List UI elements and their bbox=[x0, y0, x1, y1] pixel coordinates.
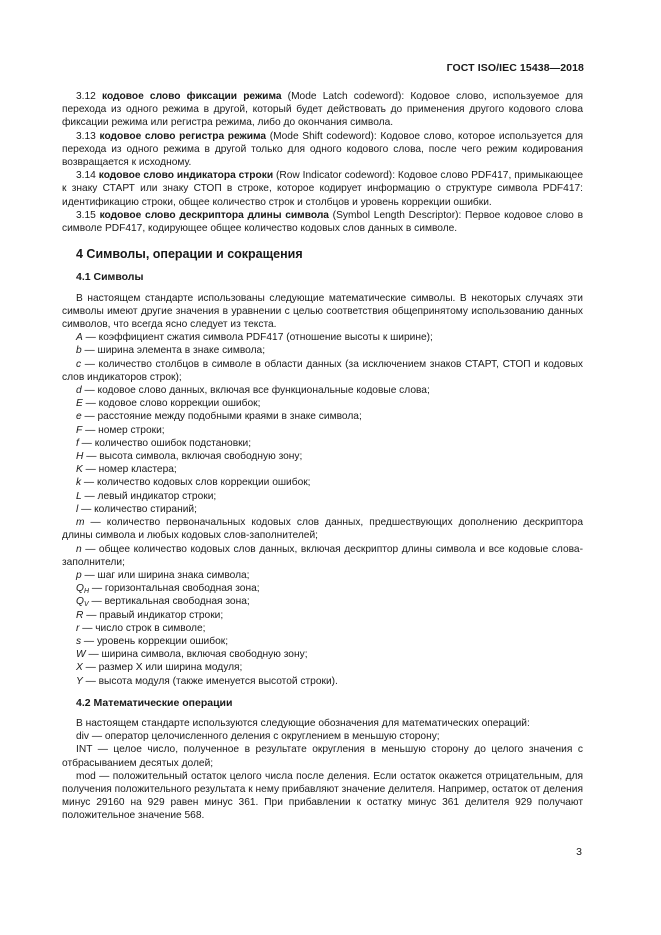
symbol-letter: A bbox=[76, 332, 83, 344]
definition-number: 3.14 bbox=[76, 170, 96, 182]
symbol-subscript: V bbox=[83, 601, 89, 609]
symbol-letter: H bbox=[76, 451, 84, 463]
symbol-letter: s bbox=[76, 635, 82, 647]
symbol-entry bbox=[62, 622, 583, 635]
symbol-letter: l bbox=[76, 503, 79, 515]
symbol-description: — вертикальная свободная зона; bbox=[88, 596, 250, 608]
symbol-letter: m bbox=[76, 517, 85, 529]
definition-text: (Symbol Length Descriptor): Первое кодовое слово в символе PDF417, кодирующее общее количество кодовых слов данных в символе. bbox=[62, 209, 583, 235]
symbol-description: — количество кодовых слов коррекции ошибок; bbox=[81, 477, 311, 489]
subsection-4-1-title: 4.1 Символы bbox=[76, 271, 144, 284]
symbol-letter: K bbox=[76, 464, 83, 476]
symbol-description: — коэффициент сжатия символа PDF417 (отношение высоты к ширине); bbox=[82, 332, 433, 344]
definition-text: (Row Indicator codeword): Кодовое слово PDF417, примыкающее к знаку СТАРТ или знаку СТОП в строке, которое кодирует информацию о структуре символа PDF417: идентификацию строки, общее количество строк и столбцов и уровень коррекции ошибки. bbox=[62, 170, 583, 208]
symbol-subscript: H bbox=[83, 588, 89, 596]
definition-term: кодовое слово регистра режима bbox=[99, 130, 267, 142]
page-content bbox=[62, 90, 583, 823]
definition-term: кодовое слово фиксации режима bbox=[102, 91, 282, 102]
symbol-entry bbox=[62, 569, 583, 582]
symbol-entry bbox=[62, 661, 583, 674]
symbol-letter: n bbox=[76, 543, 82, 555]
symbol-entry bbox=[62, 516, 583, 542]
symbol-description: — расстояние между подобными краями в знаке символа; bbox=[81, 411, 362, 423]
definition-term: кодовое слово индикатора строки bbox=[98, 170, 274, 182]
operations-intro: В настоящем стандарте используются следующие обозначения для математических операций: bbox=[76, 717, 530, 729]
symbol-description: — число строк в символе; bbox=[79, 622, 206, 634]
symbol-description: — кодовое слово коррекции ошибок; bbox=[82, 398, 261, 410]
symbol-entry bbox=[62, 675, 583, 688]
operation-mod: mod — положительный остаток целого числа после деления. Если остаток окажется отрицательным, для получения положительного результата к нему прибавляют значение делителя. Например, остаток от деления минус 29160 на 929 равен минус 361. При прибавлении к остатку минус 361 делителя 929 получают положительное значение 568. bbox=[62, 770, 583, 822]
symbol-description: — размер X или ширина модуля; bbox=[82, 662, 243, 674]
operation-div: div — оператор целочисленного деления с округлением в меньшую сторону; bbox=[76, 731, 440, 743]
symbol-description: — шаг или ширина знака символа; bbox=[81, 569, 250, 581]
symbol-letter: E bbox=[76, 398, 83, 410]
symbol-letter: d bbox=[76, 385, 82, 397]
symbols-list bbox=[62, 331, 583, 687]
symbol-letter: Q bbox=[76, 596, 84, 608]
symbol-description: — количество стираний; bbox=[78, 503, 197, 515]
symbol-entry bbox=[62, 410, 583, 423]
symbol-entry bbox=[62, 503, 583, 516]
symbol-letter: c bbox=[76, 358, 82, 370]
symbol-entry bbox=[62, 397, 583, 410]
symbol-description: — номер строки; bbox=[82, 424, 165, 436]
symbol-description: — общее количество кодовых слов данных, включая дескриптор длины символа и все кодовые слова-заполнители; bbox=[62, 543, 583, 568]
symbol-entry bbox=[62, 450, 583, 463]
symbol-description: — ширина элемента в знаке символа; bbox=[81, 345, 266, 357]
section-4-title: 4 Символы, операции и сокращения bbox=[76, 247, 303, 262]
symbol-entry bbox=[62, 543, 583, 569]
symbol-description: — количество ошибок подстановки; bbox=[78, 437, 252, 449]
symbol-entry bbox=[62, 648, 583, 661]
symbol-description: — высота модуля (также именуется высотой строки). bbox=[82, 675, 338, 687]
symbols-intro: В настоящем стандарте использованы следующие математические символы. В некоторых случаях эти символы имеют другие значения в уравнении с целью соответствия общепринятому использованию данных символов, что всегда ясно следует из текста. bbox=[62, 292, 583, 331]
definition-paragraph bbox=[62, 130, 583, 170]
symbol-entry bbox=[62, 582, 583, 595]
symbol-description: — номер кластера; bbox=[82, 464, 177, 476]
symbol-description: — правый индикатор строки; bbox=[83, 609, 224, 621]
symbol-description: — горизонтальная свободная зона; bbox=[89, 583, 260, 595]
symbol-entry bbox=[62, 595, 583, 608]
symbol-entry bbox=[62, 358, 583, 384]
symbol-letter: f bbox=[76, 437, 79, 449]
symbol-entry bbox=[62, 609, 583, 622]
symbol-letter: Y bbox=[76, 675, 83, 687]
document-code-header: ГОСТ ISO/IEC 15438—2018 bbox=[446, 62, 584, 74]
symbol-letter: Q bbox=[76, 583, 84, 595]
symbol-description: — уровень коррекции ошибок; bbox=[81, 635, 229, 647]
symbol-letter: b bbox=[76, 345, 82, 357]
definition-paragraph bbox=[62, 169, 583, 209]
symbol-letter: R bbox=[76, 609, 84, 621]
symbol-description: — кодовое слово данных, включая все функциональные кодовые слова; bbox=[81, 385, 430, 397]
symbol-entry bbox=[62, 424, 583, 437]
symbol-letter: W bbox=[76, 649, 86, 661]
symbol-entry bbox=[62, 384, 583, 397]
symbol-letter: p bbox=[76, 569, 82, 581]
symbol-entry bbox=[62, 635, 583, 648]
symbol-letter: L bbox=[76, 490, 82, 502]
symbol-letter: k bbox=[76, 477, 82, 489]
symbol-description: — ширина символа, включая свободную зону; bbox=[85, 649, 308, 661]
definition-paragraph bbox=[62, 90, 583, 130]
page-number: 3 bbox=[576, 846, 582, 858]
definition-text: (Mode Shift codeword): Кодовое слово, которое используется для перехода из одного режима в другой только для одного кодового слова, после чего режим кодирования возвращается к исходному. bbox=[62, 130, 583, 169]
subsection-4-2-title: 4.2 Математические операции bbox=[76, 696, 233, 709]
definition-number: 3.13 bbox=[76, 130, 96, 142]
definitions-list bbox=[62, 90, 583, 235]
symbol-entry bbox=[62, 331, 583, 344]
definition-number: 3.12 bbox=[76, 91, 96, 102]
symbol-description: — количество первоначальных кодовых слов данных, предшествующих дополнению дескриптора длины символа и любых кодовых слов-заполнителей; bbox=[62, 517, 583, 542]
symbol-entry bbox=[62, 490, 583, 503]
symbol-letter: e bbox=[76, 411, 82, 423]
definition-number: 3.15 bbox=[76, 209, 96, 221]
symbol-entry bbox=[62, 437, 583, 450]
symbol-letter: F bbox=[76, 424, 83, 436]
symbol-entry bbox=[62, 463, 583, 476]
symbol-description: — количество столбцов в символе в области данных (за исключением знаков СТАРТ, СТОП и кодовых слов индикаторов строк); bbox=[62, 358, 583, 383]
symbol-letter: r bbox=[76, 622, 80, 634]
definition-term: кодовое слово дескриптора длины символа bbox=[99, 209, 329, 221]
symbol-description: — высота символа, включая свободную зону; bbox=[83, 451, 303, 463]
definition-paragraph bbox=[62, 209, 583, 235]
operation-int: INT — целое число, полученное в результате округления в меньшую сторону до целого значения с отбрасыванием десятых долей; bbox=[62, 744, 583, 769]
symbol-letter: X bbox=[76, 662, 83, 674]
definition-text: (Mode Latch codeword): Кодовое слово, используемое для перехода из одного режима в другой, который будет действовать до применения другого кодового слова фиксации режима или регистра режима, либо до окончания символа. bbox=[62, 91, 583, 129]
symbol-entry bbox=[62, 344, 583, 357]
symbol-entry bbox=[62, 476, 583, 489]
symbol-description: — левый индикатор строки; bbox=[81, 490, 217, 502]
